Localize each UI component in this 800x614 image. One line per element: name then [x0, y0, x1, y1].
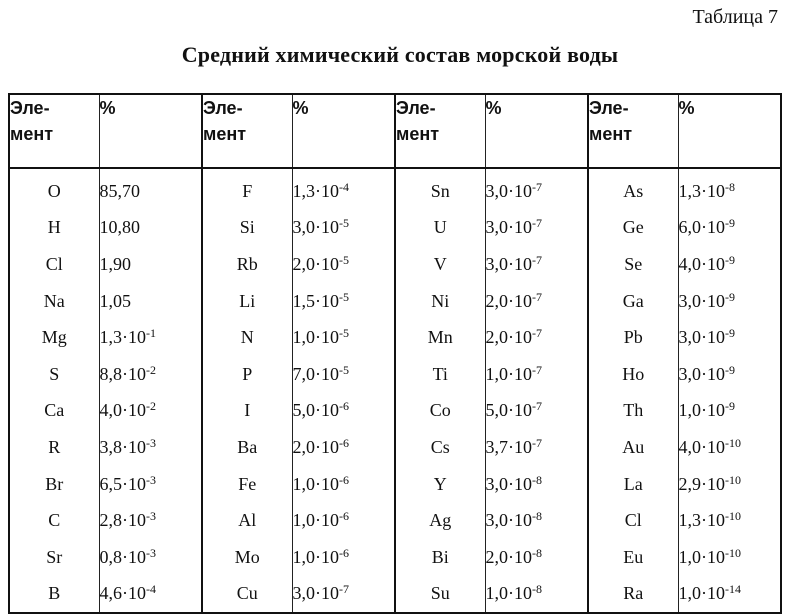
element-symbol: Li [202, 283, 292, 320]
table-row [9, 466, 781, 503]
table-title: Средний химический состав морской воды [181, 42, 619, 67]
percent-value [485, 246, 588, 283]
value-mantissa: 4,0·10 [99, 400, 146, 421]
value-exponent: -6 [339, 435, 349, 450]
value-mantissa: 1,05 [99, 290, 131, 311]
element-symbol: Ge [588, 210, 678, 247]
percent-value [485, 210, 588, 247]
value-mantissa: 1,3·10 [99, 327, 146, 348]
value-mantissa: 5,0·10 [485, 400, 532, 421]
percent-value [485, 576, 588, 614]
element-symbol: I [202, 393, 292, 430]
header-percent: % [678, 94, 781, 168]
value-exponent: -7 [532, 216, 542, 231]
value-exponent: -9 [725, 326, 735, 341]
percent-value [292, 246, 395, 283]
value-mantissa: 3,0·10 [485, 180, 532, 201]
value-mantissa: 3,0·10 [678, 327, 725, 348]
value-exponent: -7 [532, 252, 542, 267]
header-element-line2: мент [589, 124, 633, 144]
header-element [588, 94, 678, 168]
value-exponent: -5 [339, 216, 349, 231]
value-exponent: -10 [725, 545, 741, 560]
percent-value [485, 539, 588, 576]
value-mantissa: 3,0·10 [485, 217, 532, 238]
value-exponent: -8 [532, 582, 542, 597]
value-mantissa: 8,8·10 [99, 363, 146, 384]
value-exponent: -9 [725, 252, 735, 267]
table-row [9, 356, 781, 393]
value-mantissa: 2,9·10 [678, 473, 725, 494]
header-percent: % [292, 94, 395, 168]
element-symbol: As [588, 168, 678, 210]
element-symbol: O [9, 168, 99, 210]
value-mantissa: 2,0·10 [485, 546, 532, 567]
value-mantissa: 1,0·10 [292, 546, 339, 567]
value-mantissa: 2,0·10 [292, 253, 339, 274]
value-mantissa: 3,0·10 [292, 583, 339, 604]
header-element-line1: Эле- [10, 98, 50, 118]
value-mantissa: 3,0·10 [485, 253, 532, 274]
element-symbol: Ca [9, 393, 99, 430]
value-mantissa: 6,0·10 [678, 217, 725, 238]
percent-value [99, 319, 202, 356]
percent-value [292, 168, 395, 210]
table-row [9, 283, 781, 320]
value-exponent: -10 [725, 472, 741, 487]
element-symbol: R [9, 429, 99, 466]
element-symbol: Sr [9, 539, 99, 576]
header-element [395, 94, 485, 168]
element-symbol: Br [9, 466, 99, 503]
table-row [9, 502, 781, 539]
element-symbol: U [395, 210, 485, 247]
percent-value [678, 576, 781, 614]
percent-value [99, 466, 202, 503]
value-mantissa: 1,0·10 [678, 400, 725, 421]
header-element-line1: Эле- [396, 98, 436, 118]
percent-value [99, 429, 202, 466]
element-symbol: Mn [395, 319, 485, 356]
percent-value [99, 502, 202, 539]
percent-value [292, 210, 395, 247]
value-mantissa: 1,3·10 [678, 510, 725, 531]
table-row [9, 168, 781, 210]
element-symbol: Ho [588, 356, 678, 393]
value-exponent: -2 [146, 399, 156, 414]
percent-value [99, 246, 202, 283]
value-mantissa: 4,6·10 [99, 583, 146, 604]
value-exponent: -3 [146, 545, 156, 560]
value-exponent: -4 [339, 179, 349, 194]
percent-value [678, 246, 781, 283]
table-row [9, 246, 781, 283]
value-exponent: -7 [532, 179, 542, 194]
header-percent: % [485, 94, 588, 168]
table-row [9, 429, 781, 466]
value-exponent: -8 [532, 545, 542, 560]
value-exponent: -10 [725, 509, 741, 524]
table-row [9, 319, 781, 356]
element-symbol: Co [395, 393, 485, 430]
value-mantissa: 2,0·10 [485, 290, 532, 311]
element-symbol: C [9, 502, 99, 539]
header-element-line2: мент [203, 124, 247, 144]
value-mantissa: 3,0·10 [292, 217, 339, 238]
value-exponent: -6 [339, 399, 349, 414]
value-exponent: -4 [146, 582, 156, 597]
value-exponent: -6 [339, 472, 349, 487]
percent-value [485, 466, 588, 503]
value-exponent: -7 [532, 399, 542, 414]
percent-value [678, 466, 781, 503]
value-exponent: -6 [339, 545, 349, 560]
table-row [9, 576, 781, 614]
element-symbol: Su [395, 576, 485, 614]
percent-value [678, 356, 781, 393]
element-symbol: Mg [9, 319, 99, 356]
percent-value [678, 319, 781, 356]
percent-value [678, 502, 781, 539]
percent-value [292, 539, 395, 576]
element-symbol: F [202, 168, 292, 210]
percent-value [485, 429, 588, 466]
element-symbol: Mo [202, 539, 292, 576]
element-symbol: H [9, 210, 99, 247]
value-exponent: -5 [339, 326, 349, 341]
value-mantissa: 3,0·10 [678, 363, 725, 384]
value-mantissa: 1,0·10 [678, 583, 725, 604]
header-row [9, 94, 781, 168]
percent-value [292, 429, 395, 466]
value-exponent: -9 [725, 399, 735, 414]
element-symbol: S [9, 356, 99, 393]
header-element [202, 94, 292, 168]
value-mantissa: 1,3·10 [678, 180, 725, 201]
value-mantissa: 1,0·10 [292, 327, 339, 348]
element-symbol: Fe [202, 466, 292, 503]
value-mantissa: 3,7·10 [485, 436, 532, 457]
value-mantissa: 1,0·10 [678, 546, 725, 567]
percent-value [678, 539, 781, 576]
element-symbol: Ni [395, 283, 485, 320]
value-mantissa: 3,0·10 [485, 510, 532, 531]
value-mantissa: 10,80 [99, 217, 140, 238]
element-symbol: Ti [395, 356, 485, 393]
percent-value [485, 319, 588, 356]
percent-value [678, 393, 781, 430]
header-element-line1: Эле- [589, 98, 629, 118]
percent-value [99, 539, 202, 576]
table-row [9, 210, 781, 247]
value-exponent: -7 [532, 362, 542, 377]
value-mantissa: 1,0·10 [485, 583, 532, 604]
element-symbol: N [202, 319, 292, 356]
value-mantissa: 5,0·10 [292, 400, 339, 421]
percent-value [292, 283, 395, 320]
header-element-line2: мент [10, 124, 54, 144]
header-element [9, 94, 99, 168]
value-mantissa: 1,3·10 [292, 180, 339, 201]
percent-value [99, 283, 202, 320]
value-exponent: -9 [725, 216, 735, 231]
value-exponent: -7 [339, 582, 349, 597]
value-exponent: -5 [339, 362, 349, 377]
percent-value [485, 356, 588, 393]
element-symbol: P [202, 356, 292, 393]
percent-value [485, 393, 588, 430]
element-symbol: Cu [202, 576, 292, 614]
value-mantissa: 85,70 [99, 180, 140, 201]
value-mantissa: 2,8·10 [99, 510, 146, 531]
value-exponent: -6 [339, 509, 349, 524]
element-symbol: Ag [395, 502, 485, 539]
element-symbol: Eu [588, 539, 678, 576]
percent-value [99, 576, 202, 614]
percent-value [292, 576, 395, 614]
table-row [9, 539, 781, 576]
value-exponent: -5 [339, 289, 349, 304]
value-mantissa: 2,0·10 [485, 327, 532, 348]
element-symbol: Bi [395, 539, 485, 576]
value-exponent: -14 [725, 582, 741, 597]
header-percent: % [99, 94, 202, 168]
value-exponent: -8 [532, 472, 542, 487]
element-symbol: Pb [588, 319, 678, 356]
element-symbol: Cl [9, 246, 99, 283]
value-mantissa: 1,0·10 [485, 363, 532, 384]
value-mantissa: 1,0·10 [292, 473, 339, 494]
composition-table [8, 93, 782, 614]
element-symbol: Rb [202, 246, 292, 283]
value-mantissa: 7,0·10 [292, 363, 339, 384]
value-mantissa: 0,8·10 [99, 546, 146, 567]
header-element-line1: Эле- [203, 98, 243, 118]
percent-value [485, 502, 588, 539]
percent-value [292, 356, 395, 393]
percent-value [678, 429, 781, 466]
value-exponent: -7 [532, 435, 542, 450]
element-symbol: Ga [588, 283, 678, 320]
value-mantissa: 1,90 [99, 253, 131, 274]
value-mantissa: 3,0·10 [678, 290, 725, 311]
value-exponent: -1 [146, 326, 156, 341]
element-symbol: Ra [588, 576, 678, 614]
percent-value [99, 356, 202, 393]
percent-value [678, 283, 781, 320]
value-mantissa: 4,0·10 [678, 436, 725, 457]
header-element-line2: мент [396, 124, 440, 144]
element-symbol: Th [588, 393, 678, 430]
percent-value [678, 168, 781, 210]
value-exponent: -7 [532, 326, 542, 341]
element-symbol: B [9, 576, 99, 614]
value-exponent: -2 [146, 362, 156, 377]
value-exponent: -7 [532, 289, 542, 304]
percent-value [292, 466, 395, 503]
value-exponent: -9 [725, 289, 735, 304]
element-symbol: Na [9, 283, 99, 320]
element-symbol: Sn [395, 168, 485, 210]
value-mantissa: 2,0·10 [292, 436, 339, 457]
value-mantissa: 6,5·10 [99, 473, 146, 494]
percent-value [292, 393, 395, 430]
element-symbol: Au [588, 429, 678, 466]
value-exponent: -5 [339, 252, 349, 267]
value-exponent: -3 [146, 435, 156, 450]
element-symbol: Si [202, 210, 292, 247]
value-mantissa: 4,0·10 [678, 253, 725, 274]
value-exponent: -9 [725, 362, 735, 377]
value-exponent: -3 [146, 472, 156, 487]
element-symbol: Y [395, 466, 485, 503]
percent-value [99, 168, 202, 210]
value-exponent: -3 [146, 509, 156, 524]
percent-value [99, 393, 202, 430]
element-symbol: V [395, 246, 485, 283]
table-row [9, 393, 781, 430]
value-exponent: -8 [725, 179, 735, 194]
percent-value [485, 283, 588, 320]
table-number: Таблица 7 [692, 6, 778, 28]
value-exponent: -8 [532, 509, 542, 524]
percent-value [99, 210, 202, 247]
element-symbol: Cs [395, 429, 485, 466]
table-body [9, 168, 781, 613]
element-symbol: Al [202, 502, 292, 539]
percent-value [678, 210, 781, 247]
value-exponent: -10 [725, 435, 741, 450]
value-mantissa: 3,8·10 [99, 436, 146, 457]
percent-value [292, 319, 395, 356]
value-mantissa: 3,0·10 [485, 473, 532, 494]
element-symbol: Ba [202, 429, 292, 466]
percent-value [485, 168, 588, 210]
element-symbol: Cl [588, 502, 678, 539]
percent-value [292, 502, 395, 539]
value-mantissa: 1,5·10 [292, 290, 339, 311]
value-mantissa: 1,0·10 [292, 510, 339, 531]
element-symbol: La [588, 466, 678, 503]
element-symbol: Se [588, 246, 678, 283]
